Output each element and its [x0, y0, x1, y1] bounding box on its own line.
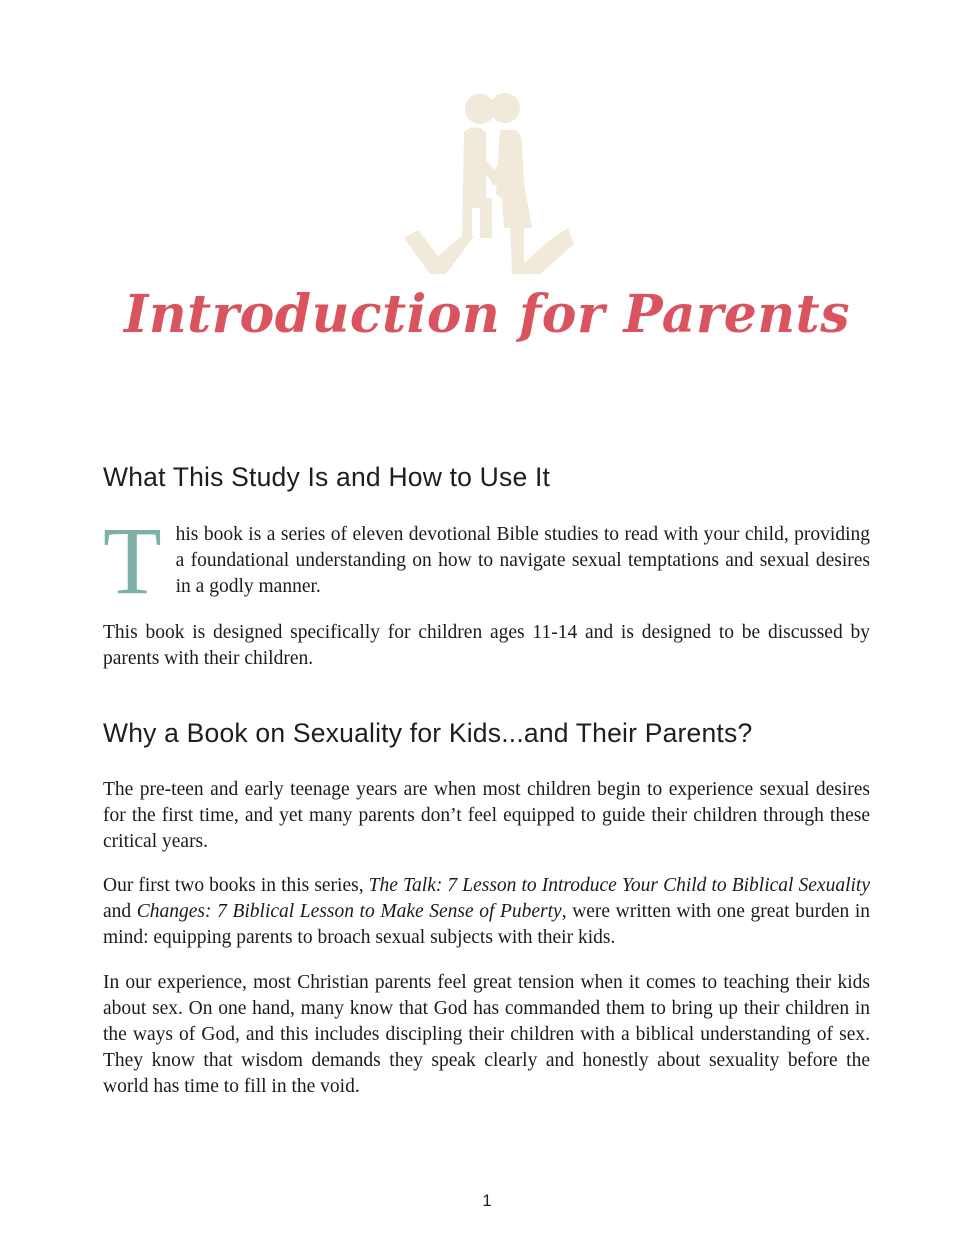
books-paragraph — [103, 873, 870, 951]
experience-paragraph: In our experience, most Christian parents feel great tension when it comes to teaching their kids about sex. On one hand, many know that God has commanded them to bring up their children in the ways of God, and this includes discipling their children with a biblical understanding of sex. They know that wisdom demands they speak clearly and honestly about sexuality before the world has time to fill in the void. — [103, 972, 870, 1097]
books-paragraph-start: Our first two books in this series, — [103, 875, 369, 896]
section-heading-what-this-study-is: What This Study Is and How to Use It — [103, 462, 551, 492]
page-number: 1 — [482, 1191, 492, 1210]
book-title-changes: Changes: 7 Biblical Lesson to Make Sense of Puberty — [136, 901, 562, 922]
drop-cap-letter: T — [103, 507, 162, 614]
kissing-couple-icon — [400, 88, 580, 278]
books-paragraph-and: and — [103, 901, 137, 922]
intro-paragraph — [103, 507, 870, 614]
intro-paragraph-text: his book is a series of eleven devotional Bible studies to read with your child, providing a foundational understanding on how to navigate sexual temptations and sexual desires in a godly manner. — [175, 524, 870, 597]
section-heading-why-a-book: Why a Book on Sexuality for Kids...and Their Parents? — [103, 718, 753, 748]
page-title: Introduction for Parents — [124, 284, 850, 345]
books-paragraph-end: , were written with one great burden in mind: equipping parents to broach sexual subjects with their kids. — [103, 901, 871, 948]
preteen-paragraph: The pre-teen and early teenage years are when most children begin to experience sexual desires for the first time, and yet many parents don’t feel equipped to guide their children through these critical years. — [103, 779, 870, 852]
ages-paragraph: This book is designed specifically for children ages 11-14 and is designed to be discussed by parents with their children. — [103, 622, 870, 669]
book-title-the-talk: The Talk: 7 Lesson to Introduce Your Child to Biblical Sexuality — [368, 875, 870, 896]
